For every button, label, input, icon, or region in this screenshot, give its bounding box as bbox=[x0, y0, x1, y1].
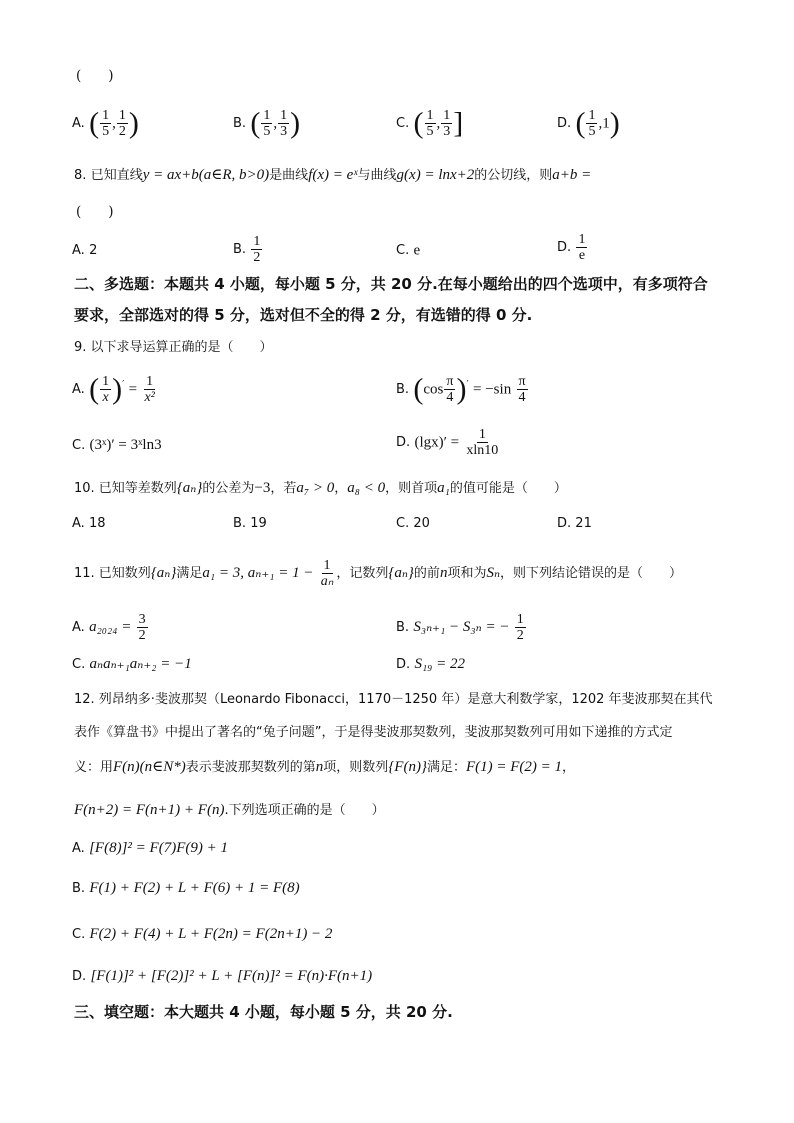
fraction: $\frac{1}{5}$ bbox=[426, 108, 434, 139]
q7-answer-blank: ( ) bbox=[76, 68, 114, 84]
option-label: D. bbox=[557, 116, 572, 131]
option-label: B. bbox=[233, 116, 247, 131]
section3-heading: 三、填空题：本大题共 4 小题，每小题 5 分，共 20 分. bbox=[74, 1003, 453, 1021]
q9-option-a: A. ( $\frac{1}{x}$ )′ = $\frac{1}{\text{x²}}$ bbox=[72, 372, 155, 406]
q10-option-b: B. 19 bbox=[233, 516, 267, 531]
q12-option-b: B. F(1) + F(2) + L + F(6) + 1 = F(8) bbox=[72, 880, 300, 896]
q8-answer-blank: ( ) bbox=[76, 204, 114, 220]
fraction: $\frac{1}{3}$ bbox=[443, 108, 451, 139]
q11-option-d: D. S₁₉ = 22 bbox=[396, 656, 466, 672]
q12-stem-line1: 12. 列昂纳多·斐波那契（Leonardo Fibonacci，1170－1250 年）是意大利数学家，1202 年斐波那契在其代 bbox=[74, 692, 713, 707]
fraction: $\frac{1}{e}$ bbox=[578, 232, 586, 263]
open-paren: ( bbox=[413, 106, 424, 140]
q11-option-c: C. aₙaₙ₊₁aₙ₊₂ = −1 bbox=[72, 656, 192, 672]
q10-option-a: A. 18 bbox=[72, 516, 106, 531]
q12-stem-line2: 表作《算盘书》中提出了著名的“兔子问题”，于是得斐波那契数列，斐波那契数列可用如下递推的方式定 bbox=[74, 725, 673, 740]
section2-heading: 二、多选题：本题共 4 小题，每小题 5 分，共 20 分.在每小题给出的四个选项中，有多项符合 bbox=[74, 275, 708, 293]
q8-option-d: D. $\frac{1}{e}$ bbox=[557, 232, 586, 263]
q12-stem-line3: 义：用F(n)(n∈N*)表示斐波那契数列的第n项，则数列{F(n)}满足：F(1) = F(2) = 1， bbox=[74, 759, 576, 775]
q12-option-d: D. [F(1)]² + [F(2)]² + L + [F(n)]² = F(n)·F(n+1) bbox=[72, 968, 373, 984]
section2-heading-cont: 要求，全部选对的得 5 分，选对但不全的得 2 分，有选错的得 0 分. bbox=[74, 306, 533, 324]
q9-stem: 9. 以下求导运算正确的是（ ） bbox=[74, 340, 273, 355]
fraction: $\frac{1}{2}$ bbox=[253, 234, 261, 265]
fraction: $\frac{1}{5}$ bbox=[588, 108, 596, 139]
close-paren: ) bbox=[128, 106, 139, 140]
q7-option-d: D. ( $\frac{1}{5}$ ,1) bbox=[557, 106, 620, 140]
q8-option-c: C. e bbox=[396, 242, 421, 259]
q12-stem-line4: F(n+2) = F(n+1) + F(n).下列选项正确的是（ ） bbox=[74, 802, 385, 818]
q7-option-c: C. ( $\frac{1}{5}$ , $\frac{1}{3}$ ] bbox=[396, 106, 464, 140]
q7-option-a: A. ( $\frac{1}{5}$ , $\frac{1}{2}$ ) bbox=[72, 106, 139, 140]
q8-stem: 8. 已知直线y = ax+b(a∈R, b>0)是曲线f(x) = eˣ与曲线g(x) = lnx+2的公切线，则a+b = bbox=[74, 167, 592, 183]
fraction: $\frac{1}{5}$ bbox=[263, 108, 271, 139]
open-paren: ( bbox=[89, 106, 100, 140]
q10-stem: 10. 已知等差数列{aₙ}的公差为−3，若a₇ > 0，a₈ < 0，则首项a₁的值可能是（ ） bbox=[74, 480, 567, 496]
close-paren: ) bbox=[609, 106, 620, 140]
q9-option-b: B. (cos $\frac{\pi}{4}$ )′ = −sin $\frac{\pi}{4}$ bbox=[396, 372, 526, 406]
q9-option-d: D. (lgx)′ = $\frac{1}{xln10}$ bbox=[396, 427, 499, 458]
q11-option-b: B. S₃ₙ₊₁ − S₃ₙ = − $\frac{1}{2}$ bbox=[396, 612, 524, 643]
fraction: $\frac{1}{5}$ bbox=[102, 108, 110, 139]
fraction: $\frac{1}{3}$ bbox=[280, 108, 288, 139]
fraction: $\frac{1}{2}$ bbox=[118, 108, 126, 139]
open-paren: ( bbox=[575, 106, 586, 140]
option-label: C. bbox=[396, 116, 410, 131]
option-label: A. bbox=[72, 116, 85, 131]
close-bracket: ] bbox=[453, 106, 464, 140]
q10-option-d: D. 21 bbox=[557, 516, 592, 531]
q10-option-c: C. 20 bbox=[396, 516, 430, 531]
q8-option-b: B. $\frac{1}{2}$ bbox=[233, 234, 261, 265]
open-paren: ( bbox=[250, 106, 261, 140]
q9-option-c: C. (3ˣ)′ = 3ˣln3 bbox=[72, 437, 162, 453]
q8-option-a: A. 2 bbox=[72, 243, 98, 258]
q11-stem: 11. 已知数列{aₙ}满足a₁ = 3, aₙ₊₁ = 1 − $\frac{1}{\text{aₙ}}$ ，记数列{aₙ}的前n项和为Sₙ，则下列结论错误的是（ ） bbox=[74, 558, 683, 589]
q7-option-b: B. ( $\frac{1}{5}$ , $\frac{1}{3}$ ) bbox=[233, 106, 301, 140]
close-paren: ) bbox=[290, 106, 301, 140]
q11-option-a: A. a₂₀₂₄ = $\frac{3}{2}$ bbox=[72, 612, 146, 643]
q12-option-a: A. [F(8)]² = F(7)F(9) + 1 bbox=[72, 840, 228, 856]
q12-option-c: C. F(2) + F(4) + L + F(2n) = F(2n+1) − 2 bbox=[72, 926, 333, 942]
